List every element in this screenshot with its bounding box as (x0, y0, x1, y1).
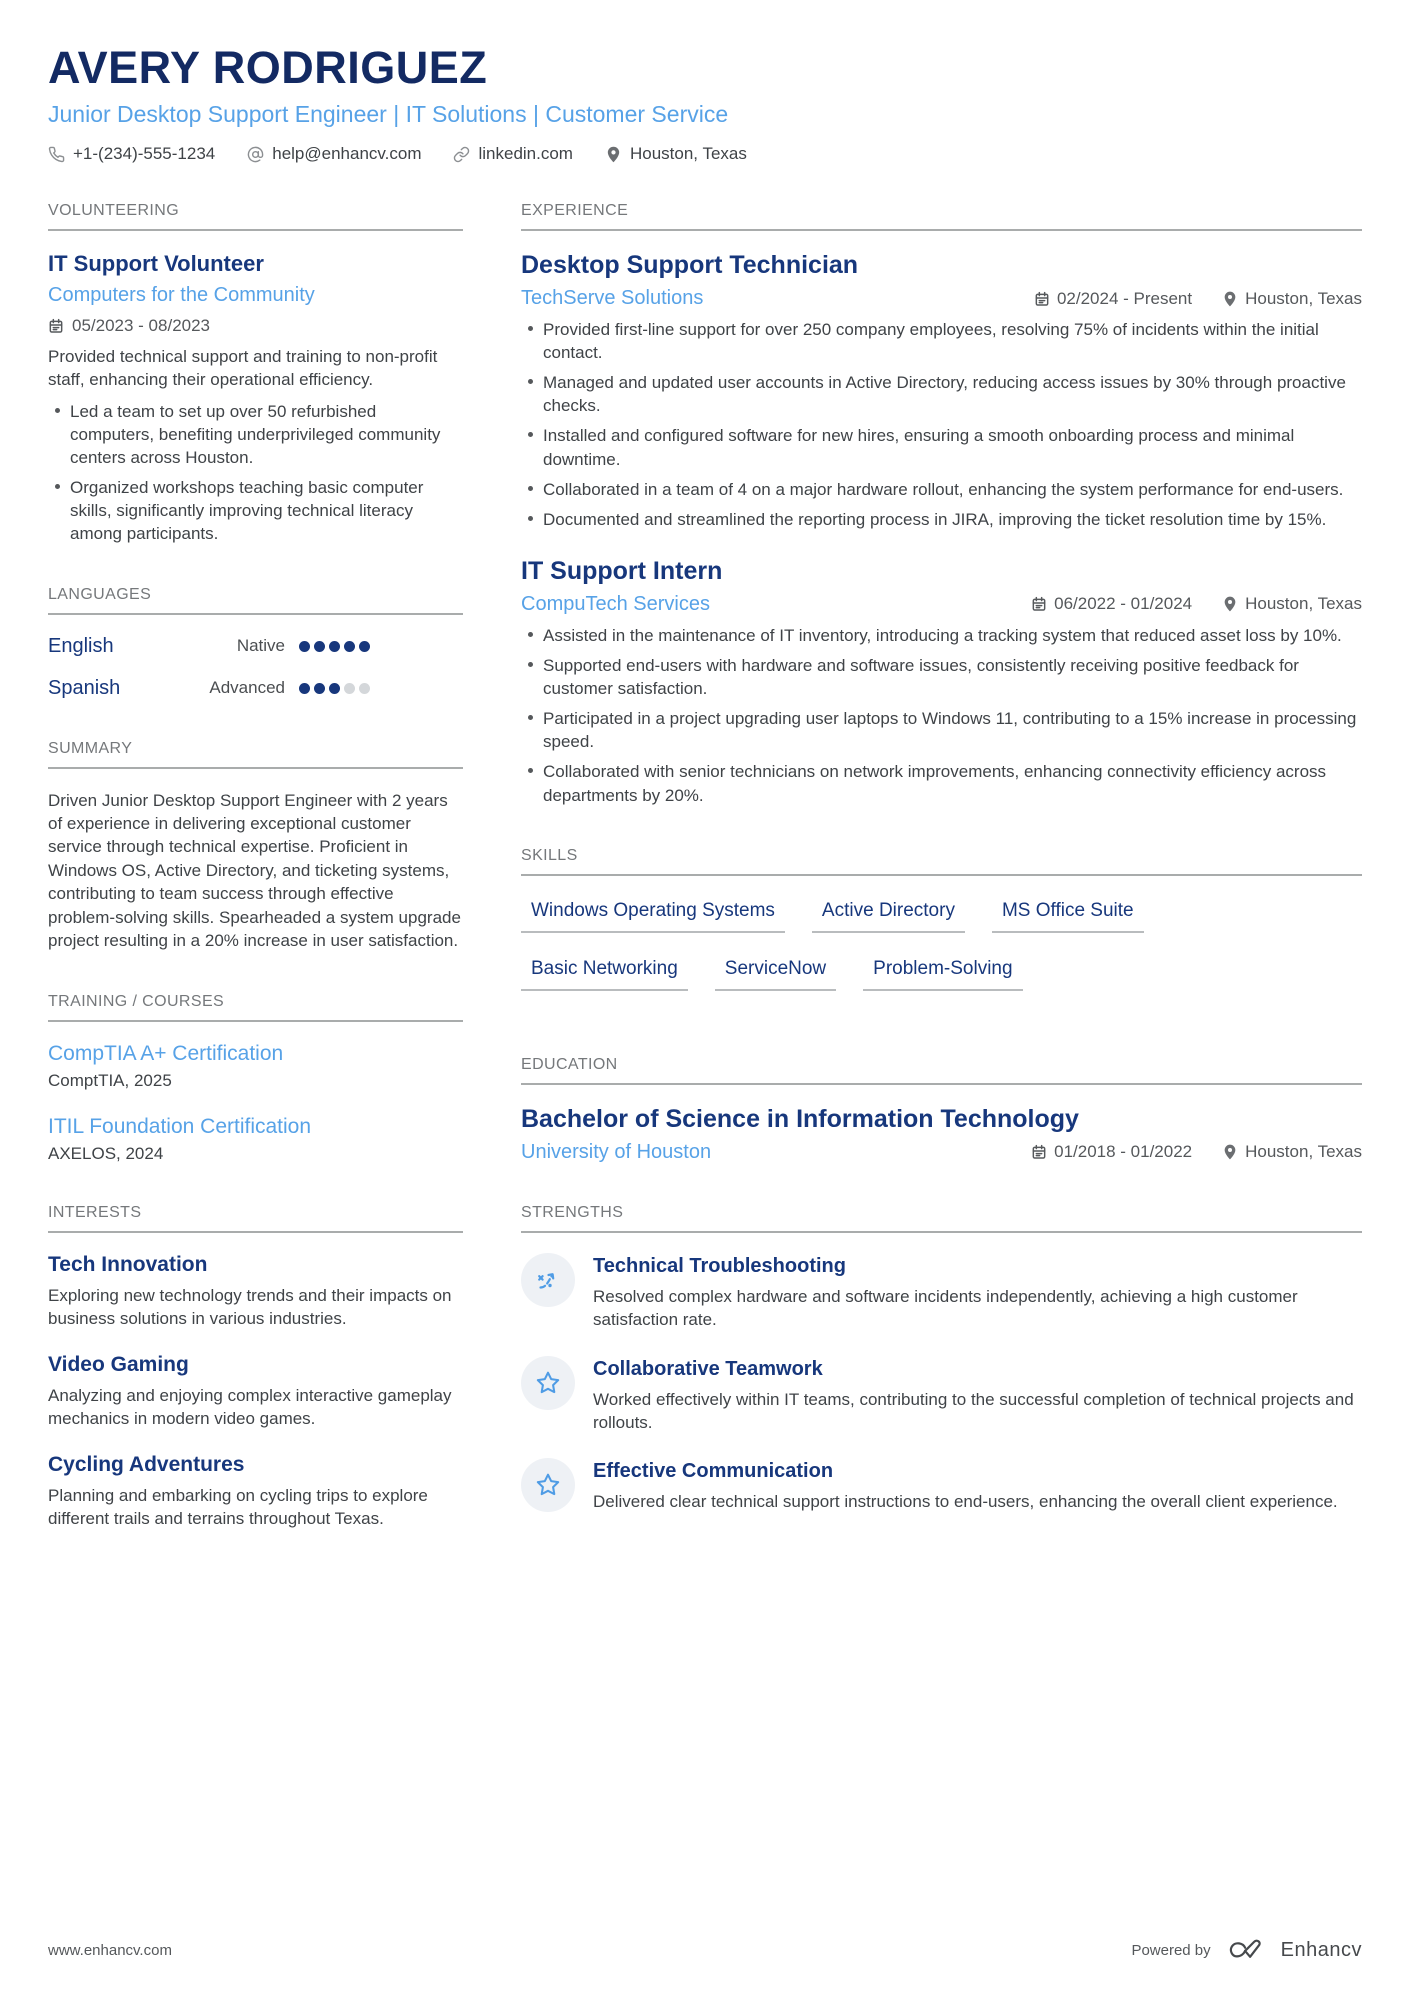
calendar-icon (1031, 596, 1047, 612)
summary-heading: SUMMARY (48, 740, 463, 769)
volunteering-title: IT Support Volunteer (48, 251, 264, 276)
skill-tag: Problem-Solving (863, 958, 1022, 991)
enhancv-site-link[interactable]: www.enhancv.com (48, 1941, 172, 1959)
proficiency-dot (299, 641, 310, 652)
experience-heading: EXPERIENCE (521, 202, 1362, 231)
strength-title: Collaborative Teamwork (593, 1357, 823, 1380)
language-name: English (48, 634, 114, 657)
contact-email[interactable] (247, 144, 421, 164)
strength-description: Worked effectively within IT teams, contributing to the successful completion of technical projects and rollouts. (593, 1389, 1354, 1432)
bullet-item: Participated in a project upgrading user laptops to Windows 11, contributing to a 15% increase in processing speed. (543, 707, 1362, 753)
section-skills (521, 847, 1362, 1016)
interest-title: Cycling Adventures (48, 1452, 245, 1476)
star-icon (521, 1458, 575, 1512)
bullet-item: Documented and streamlined the reporting process in JIRA, improving the ticket resolution time by 15%. (543, 508, 1362, 531)
section-strengths (521, 1204, 1362, 1514)
skill-tag: MS Office Suite (992, 900, 1144, 933)
course-entry (48, 1042, 463, 1091)
bullet-item: Collaborated in a team of 4 on a major hardware rollout, enhancing the system performance for end-users. (543, 478, 1362, 501)
proficiency-dot (329, 683, 340, 694)
interest-description: Planning and embarking on cycling trips to explore different trails and terrains throughout Texas. (48, 1485, 428, 1528)
course-entry (48, 1115, 463, 1164)
contact-row (48, 144, 1362, 164)
education-meta-right (1031, 1142, 1362, 1162)
education-degree: Bachelor of Science in Information Technology (521, 1104, 1079, 1133)
volunteering-entry (48, 251, 463, 546)
bullet-item: Organized workshops teaching basic computer skills, significantly improving technical literacy among participants. (70, 476, 463, 545)
resume-header (48, 42, 1362, 164)
language-proficiency-dots (299, 641, 370, 652)
experience-location-group (1222, 594, 1362, 614)
bullet-item: Assisted in the maintenance of IT inventory, introducing a tracking system that reduced asset loss by 10%. (543, 624, 1362, 647)
experience-company: TechServe Solutions (521, 287, 704, 309)
star-icon (521, 1356, 575, 1410)
experience-bullets (521, 624, 1362, 807)
experience-entry (521, 251, 1362, 531)
experience-meta-row (521, 287, 1362, 310)
section-interests (48, 1204, 463, 1531)
training-heading: TRAINING / COURSES (48, 993, 463, 1022)
section-experience (521, 202, 1362, 807)
strength-description: Resolved complex hardware and software incidents independently, achieving a high customer satisfaction rate. (593, 1286, 1298, 1330)
powered-by-label: Powered by (1131, 1941, 1211, 1959)
bullet-item: Supported end-users with hardware and software issues, consistently receiving positive feedback for customer satisfaction. (543, 654, 1362, 700)
experience-meta-right (1034, 289, 1362, 309)
at-sign-icon (247, 146, 264, 163)
language-row-spanish (48, 677, 370, 700)
experience-date: 02/2024 - Present (1056, 288, 1193, 308)
language-level: Advanced (209, 678, 285, 698)
proficiency-dot (344, 683, 355, 694)
education-location-group (1222, 1142, 1362, 1162)
contact-email-text[interactable]: help@enhancv.com (272, 144, 422, 163)
summary-text: Driven Junior Desktop Support Engineer with 2 years of experience in delivering exceptional customer service through technical expertise. Proficient in Windows OS, Active Directory, and ticketing systems, contributing to team success through effective problem-solving skills. Spearheaded a system upgrade project resulting in a 20% increase in user satisfaction. (48, 790, 461, 951)
section-volunteering (48, 202, 463, 546)
skill-tag: ServiceNow (715, 958, 836, 991)
language-level: Native (236, 636, 285, 656)
strength-entry (521, 1458, 1362, 1513)
bullet-item: Led a team to set up over 50 refurbished computers, benefiting underprivileged community centers across Houston. (70, 400, 463, 469)
bullet-item: Installed and configured software for new hires, ensuring a smooth onboarding process and minimal downtime. (543, 424, 1362, 470)
candidate-name: AVERY RODRIGUEZ (48, 42, 488, 93)
experience-bullets (521, 318, 1362, 531)
interest-entry (48, 1353, 463, 1431)
volunteering-description: Provided technical support and training to non-profit staff, enhancing their operational efficiency. (48, 347, 438, 390)
location-pin-icon (1222, 291, 1238, 307)
contact-linkedin[interactable] (453, 144, 573, 164)
link-icon (453, 146, 470, 163)
enhancv-brand-name: Enhancv (1280, 1938, 1362, 1961)
right-column (521, 202, 1362, 1570)
volunteering-org: Computers for the Community (48, 284, 315, 306)
skill-tag: Active Directory (812, 900, 965, 933)
education-meta-row (521, 1141, 1362, 1164)
left-column (48, 202, 463, 1570)
education-date: 01/2018 - 01/2022 (1054, 1142, 1193, 1162)
experience-date-group (1034, 289, 1192, 309)
calendar-icon (1031, 1144, 1047, 1160)
strength-entry (521, 1253, 1362, 1332)
resume-body (48, 202, 1362, 1570)
skill-tag: Windows Operating Systems (521, 900, 785, 933)
calendar-icon (1034, 291, 1050, 307)
volunteering-date-row (48, 316, 463, 336)
language-proficiency-dots (299, 683, 370, 694)
experience-title: Desktop Support Technician (521, 251, 859, 279)
language-name: Spanish (48, 676, 121, 699)
language-row-english (48, 635, 370, 658)
proficiency-dot (314, 683, 325, 694)
skill-tag: Basic Networking (521, 958, 688, 991)
course-subtitle: ComptTIA, 2025 (48, 1070, 172, 1090)
skills-list (521, 896, 1362, 1016)
education-entry (521, 1105, 1362, 1164)
interest-description: Exploring new technology trends and their impacts on business solutions in various industries. (48, 1285, 452, 1329)
interests-heading: INTERESTS (48, 1204, 463, 1233)
calendar-icon (48, 318, 64, 334)
interest-description: Analyzing and enjoying complex interactive gameplay mechanics in modern video games. (48, 1385, 452, 1429)
location-pin-icon (1222, 1144, 1238, 1160)
contact-phone-text: +1-(234)-555-1234 (73, 144, 216, 163)
phone-icon (48, 146, 65, 163)
contact-location (605, 144, 747, 164)
strengths-heading: STRENGTHS (521, 1204, 1362, 1233)
bullet-item: Provided first-line support for over 250 company employees, resolving 75% of incidents within the initial contact. (543, 318, 1362, 364)
strength-entry (521, 1356, 1362, 1435)
interest-entry (48, 1453, 463, 1531)
section-education (521, 1056, 1362, 1164)
proficiency-dot (329, 641, 340, 652)
languages-heading: LANGUAGES (48, 586, 463, 615)
education-date-group (1031, 1142, 1192, 1162)
course-title: CompTIA A+ Certification (48, 1041, 284, 1065)
interest-entry (48, 1253, 463, 1331)
experience-date-group (1031, 594, 1192, 614)
proficiency-dot (359, 641, 370, 652)
skills-heading: SKILLS (521, 847, 1362, 876)
strength-description: Delivered clear technical support instructions to end-users, enhancing the overall client experience. (593, 1492, 1338, 1512)
experience-entry (521, 557, 1362, 807)
experience-meta-right (1031, 594, 1362, 614)
experience-location-group (1222, 289, 1362, 309)
location-pin-icon (1222, 596, 1238, 612)
strength-title: Effective Communication (593, 1460, 834, 1483)
contact-location-text: Houston, Texas (629, 144, 747, 163)
experience-location: Houston, Texas (1245, 594, 1362, 614)
page-footer (48, 1937, 1362, 1963)
enhancv-logo-icon (1225, 1937, 1267, 1963)
course-title: ITIL Foundation Certification (48, 1114, 312, 1138)
volunteering-date: 05/2023 - 08/2023 (72, 316, 211, 335)
volunteering-bullets (48, 400, 463, 546)
bullet-item: Managed and updated user accounts in Active Directory, reducing access issues by 30% through proactive checks. (543, 371, 1362, 417)
strategy-arrow-icon (521, 1253, 575, 1307)
candidate-headline: Junior Desktop Support Engineer | IT Solutions | Customer Service (48, 101, 729, 127)
experience-company: CompuTech Services (521, 592, 710, 615)
contact-linkedin-text[interactable]: linkedin.com (478, 144, 573, 163)
experience-location: Houston, Texas (1245, 288, 1362, 308)
contact-phone (48, 144, 215, 164)
proficiency-dot (359, 683, 370, 694)
education-location: Houston, Texas (1245, 1142, 1362, 1162)
bullet-item: Collaborated with senior technicians on network improvements, enhancing connectivity efficiency across departments by 20%. (543, 760, 1362, 806)
experience-title: IT Support Intern (521, 556, 723, 585)
experience-meta-row (521, 593, 1362, 616)
section-training (48, 993, 463, 1164)
volunteering-heading: VOLUNTEERING (48, 202, 463, 231)
proficiency-dot (299, 683, 310, 694)
strength-title: Technical Troubleshooting (593, 1254, 846, 1277)
course-subtitle: AXELOS, 2024 (48, 1143, 164, 1163)
education-heading: EDUCATION (521, 1056, 1362, 1085)
section-languages (48, 586, 463, 700)
interest-title: Video Gaming (48, 1352, 189, 1376)
powered-by-block (1131, 1937, 1362, 1963)
proficiency-dot (344, 641, 355, 652)
section-summary (48, 740, 463, 953)
location-pin-icon (605, 146, 622, 163)
education-school: University of Houston (521, 1140, 712, 1163)
interest-title: Tech Innovation (48, 1252, 208, 1276)
experience-date: 06/2022 - 01/2024 (1054, 594, 1193, 614)
proficiency-dot (314, 641, 325, 652)
